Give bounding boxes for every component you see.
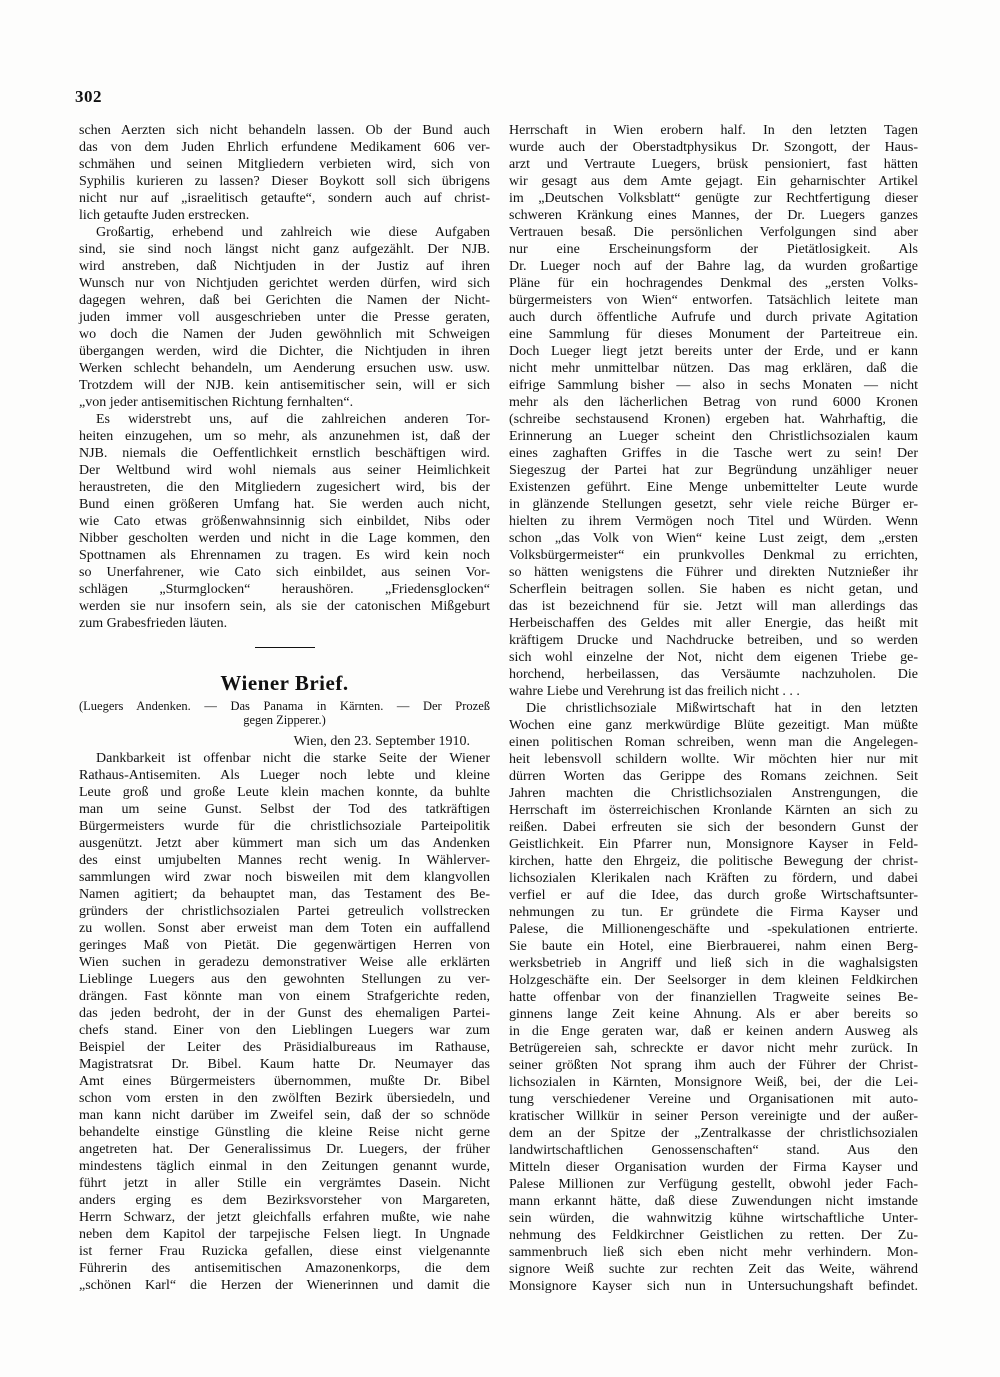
text-line: Sie baute ein Hotel, eine Bierbrauerei, nahm einen Berg- [509,939,918,954]
text-line: schlägen „Sturmglocken“ heraushören. „Friedensglocken“ [79,582,490,597]
text-line: Palese, die Millionengeschäfte und -spekulationen entrierte. [509,922,918,937]
text-line: Vertrauen besaß. Die persönlichen Verfolgungen sind aber [509,225,918,240]
text-line: Betrügereien sah, schreckte er davor nicht mehr zurück. In [509,1041,918,1056]
text-line: mann erkannt hätte, daß diese Zuwendungen nicht imstande [509,1194,918,1209]
dateline: Wien, den 23. September 1910. [293,734,470,749]
text-line: reißen. Dabei erfreuten sie sich der besondern Gunst der [509,820,918,835]
text-line: Jahren machten die Christlichsozialen Anstrengungen, die [509,786,918,801]
right-column [509,0,918,1377]
text-line: arzt und Vertraute Luegers, brüsk pensioniert, fast hätten [509,157,918,172]
text-line: Spottnamen als Ehrennamen zu tragen. Es wird kein noch [79,548,490,563]
text-line: so hätten wenigstens die Führer und direkten Nutznießer ihr [509,565,918,580]
paragraph [79,122,490,224]
text-line: kirchen, hatte den Ehrgeiz, die politische Bewegung der christ- [509,854,918,869]
text-line: Siegeszug der Partei hat zur Begründung unzähliger neuer [509,463,918,478]
text-line: seiner größten Not sprang ihm auch der Führer der Christ- [509,1058,918,1073]
text-line: Doch Lueger liegt jetzt bereits unter der Erde, und er kann [509,344,918,359]
text-line: in die Enge geraten war, daß er keinen andern Ausweg als [509,1024,918,1039]
text-line: Mitteln dieser Organisation wurden der Firma Kayser und [509,1160,918,1175]
text-line: dem an der Spitze der „Zentralkasse der christlichsozialen [509,1126,918,1141]
separator-rule [255,647,315,648]
text-line: horchend, herbeilassen, das Versäumte nachzuholen. Die [509,667,918,682]
text-line: Scherflein beitragen sollen. Sie haben es nicht getan, und [509,582,918,597]
text-line: juden immer voll ausgeschrieben unter die Presse geraten, [79,310,490,325]
text-line: Nibber gescholten werden und nicht in die Lage kommen, den [79,531,490,546]
text-line: geringes Maß von Pietät. Die gegenwärtigen Herren von [79,938,490,953]
text-line: Syphilis kurieren zu lassen? Dieser Boykott soll sich übrigens [79,174,490,189]
text-line: wird anstreben, daß Nichtjuden in der Justiz auf ihren [79,259,490,274]
text-line: bürgermeisters von Wien“ entworfen. Tatsächlich leitete man [509,293,918,308]
text-line: Namen agitiert; da behauptet man, das Testament des Be- [79,887,490,902]
text-line: Trotzdem will der NJB. kein antisemitischer sein, will er sich [79,378,490,393]
text-line: Werken schlecht behandeln, um Aenderung ersuchen usw. usw. [79,361,490,376]
text-line: Wien suchen in geradezu demonstrativer Weise alle erklärten [79,955,490,970]
text-line: sich wohl einzelne der Not, nicht dem eigenen Triebe ge- [509,650,918,665]
article-body [79,750,490,1294]
text-line: lichsozialen Klerikalen nach Kräften zu fördern, und dabei [509,871,918,886]
subtitle-line: (Luegers Andenken. — Das Panama in Kärnten. — Der Prozeß [79,699,490,713]
subtitle-line: gegen Zipperer.) [243,713,326,727]
text-line: Bund einen größeren Umfang hat. Sie werden auch nicht, [79,497,490,512]
text-line: des einst umjubelten Mannes recht wenig. In Wählerver- [79,853,490,868]
text-line: in glänzende Stellungen gesetzt, sehr viele reiche Bürger er- [509,497,918,512]
text-line: anders erging es dem Bezirksvorsteher von Margareten, [79,1193,490,1208]
text-line: nicht mehr unmittelbar nützen. Das mag erklären, daß die [509,361,918,376]
text-line: signore Weiß suchte zur rechten Zeit das Weite, während [509,1262,918,1277]
text-line: man kann nicht darüber im Zweifel sein, daß der so schnöde [79,1108,490,1123]
text-line: nehmungen zu tun. Er gründete die Firma Kayser und [509,905,918,920]
text-line: hatte offenbar von der finanziellen Tragweite seines Be- [509,990,918,1005]
paragraph [79,411,490,632]
text-line: Herrschaft im österreichischen Kronlande Kärnten an sich zu [509,803,918,818]
text-line: nicht nur auf „israelitisch getaufte“, sondern auch auf christ- [79,191,490,206]
right-column-text [509,122,918,1295]
text-line: Herrn Schwarz, der jetzt gleichfalls erfahren mußte, wie nahe [79,1210,490,1225]
text-line: NJB. niemals die Oeffentlichkeit ernstlich beschäftigen wird. [79,446,490,461]
text-line: Leute groß und große Leute klein machen konnte, da buhlte [79,785,490,800]
text-line: eifrige Sammlung bisher — also in sechs Monaten — nicht [509,378,918,393]
text-line: im „Deutschen Volksblatt“ genügte zur Rechtfertigung dieser [509,191,918,206]
text-line: wir gesagt aus dem Amte gejagt. Ein geharnischter Artikel [509,174,918,189]
text-line: ausgenützt. Jetzt aber kümmert man sich um das Andenken [79,836,490,851]
text-line: drängen. Fast könnte man von einem Strafgerichte reden, [79,989,490,1004]
paragraph [509,122,918,700]
text-line: dagegen wehren, daß bei Gerichten die Namen der Nicht- [79,293,490,308]
text-line: Wochen eine ganz merkwürdige Blüte gezeitigt. Man müßte [509,718,918,733]
text-line: sind, sie sind noch längst nicht ganz aufgezählt. Der NJB. [79,242,490,257]
text-line: Herrschaft in Wien erobern half. In den letzten Tagen [509,123,918,138]
text-line: schweren Kränkung eines Mannes, der Dr. Luegers ganzes [509,208,918,223]
text-line: wo doch die Namen der Juden gewöhnlich mit Schweigen [79,327,490,342]
text-line: nehmung des Feldkirchner Geistlichen zu retten. Der Zu- [509,1228,918,1243]
page-number: 302 [75,87,102,106]
text-line: übergangen werden, wird die Dichter, die Nichtjuden in ihren [79,344,490,359]
text-line: schon vom ersten in den zwölften Bezirk übersiedeln, und [79,1091,490,1106]
text-line: so Unerfahrener, wie Cato sich einbildet, aus seinen Vor- [79,565,490,580]
text-line: Es widerstrebt uns, auf die zahlreichen anderen Tor- [96,412,490,427]
text-line: zum Grabesfrieden läuten. [79,616,228,631]
text-line: mehr als den lächerlichen Betrag von rund 6000 Kronen [509,395,918,410]
text-line: Erinnerung an Lueger scheint den Christlichsozialen kaum [509,429,918,444]
text-line: Beispiel der Leiter des Präsidialbureaus im Rathause, [79,1040,490,1055]
text-line: Volksbürgermeister“ ein prunkvolles Denkmal zu errichten, [509,548,918,563]
text-line: wahre Liebe und Verehrung ist das freilich nicht . . . [509,684,800,699]
text-line: Rathaus-Antisemiten. Als Lueger noch lebte und kleine [79,768,490,783]
text-line: heit lebensvoll schildern wollte. Wir möchten hier nur mit [509,752,918,767]
text-line: zu wollen. Sonst aber erweist man dem Toten ein auffallend [79,921,490,936]
text-line: heraustreten, die den Mitgliedern zugesichert wird, bis der [79,480,490,495]
text-line: Geistlichkeit. Ein Pfarrer nun, Monsignore Kayser in Feld- [509,837,918,852]
text-line: schon „das Volk von Wien“ keine Lust zeigt, dem „ersten [509,531,918,546]
text-line: (schreibe sechstausend Kronen) ergeben hat. Wahrhaftig, die [509,412,918,427]
text-line: „von jeder antisemitischen Richtung fernhalten“. [79,395,354,410]
text-line: eine Sammlung für dieses Monument der Parteitreue ein. [509,327,918,342]
text-line: mindestens täglich einmal in den Zeitungen genannt wurde, [79,1159,490,1174]
text-line: angetreten hat. Der Generalissimus Dr. Luegers, der früher [79,1142,490,1157]
text-line: wie Cato etwas größenwahnsinnig sich einbildet, Nibs oder [79,514,490,529]
text-line: Existenzen geführt. Eine Menge unbemittelter Leute wurde [509,480,918,495]
text-line: Bürgermeisters wurde für die christlichsoziale Parteipolitik [79,819,490,834]
text-line: Palese Millionen zur Verfügung gestellt, obwohl jeder Fach- [509,1177,918,1192]
text-line: werden sie nur insofern sein, als sie der catonischen Mißgeburt [79,599,490,614]
text-line: heiten einzugehen, um so mehr, als anzunehmen ist, daß der [79,429,490,444]
text-line: das von dem Juden Ehrlich erfundene Medikament 606 ver- [79,140,490,155]
text-line: das jeden bedroht, der in der Gunst des ehemaligen Partei- [79,1006,490,1021]
text-line: Pläne für ein hochragendes Denkmal des „ersten Volks- [509,276,918,291]
text-line: Dr. Lueger noch auf der Bahre lag, da wurden großartige [509,259,918,274]
article-subtitle [79,699,490,727]
text-line: Der Weltbund wird wohl niemals aus seiner Heimlichkeit [79,463,490,478]
text-line: führt jetzt in aller Stille ein vergrämtes Dasein. Nicht [79,1176,490,1191]
text-line: sein würden, die wahnwitzig kühne wirtschaftliche Unter- [509,1211,918,1226]
text-line: nur eine Erscheinungsform der Pietätlosigkeit. Als [509,242,918,257]
text-line: Führerin des antisemitischen Amazonenkorps, die dem [79,1261,490,1276]
text-line: behandelte einstige Günstling die kleine Reise nicht gerne [79,1125,490,1140]
paragraph [79,224,490,411]
text-line: Dankbarkeit ist offenbar nicht die starke Seite der Wiener [96,751,490,766]
article-title: Wiener Brief. [220,671,349,695]
text-line: Großartig, erhebend und zahlreich wie diese Aufgaben [96,225,490,240]
text-line: kratischer Willkür in seiner Person vereinigte und der außer- [509,1109,918,1124]
text-line: ist ferner Frau Ruzicka gefallen, diese einst vielgenannte [79,1244,490,1259]
text-line: Monsignore Kayser sich nun in Untersuchungshaft befindet. [509,1279,918,1294]
text-line: einen politischen Roman schreiben, wenn man die Angelegen- [509,735,918,750]
text-line: schmähen und seinen Mitgliedern verbieten wird, sich von [79,157,490,172]
text-line: hielten zu ihrem Vermögen noch Titel und Würden. Wenn [509,514,918,529]
text-line: wurde auch der Oberstadtphysikus Dr. Szongott, der Haus- [509,140,918,155]
text-line: Amt eines Bürgermeisters übernommen, mußte Dr. Bibel [79,1074,490,1089]
paragraph [509,700,918,1295]
text-line: gründers der christlichsozialen Partei getreulich vollstrecken [79,904,490,919]
text-line: lich getaufte Juden erstrecken. [79,208,250,223]
text-line: schen Aerzten sich nicht behandeln lassen. Ob der Bund auch [79,123,490,138]
text-line: neben dem Kapitol der tarpejische Felsen liegt. In Ungnade [79,1227,490,1242]
text-line: „schönen Karl“ die Herzen der Wienerinnen und damit die [79,1278,490,1293]
text-line: Holzgeschäfte ein. Der Seelsorger in dem kleinen Feldkirchen [509,973,918,988]
text-line: man um seine Gunst. Selbst der Tod des tatkräftigen [79,802,490,817]
left-column-text [79,122,490,632]
text-line: sammenbruch ließ sich eben nicht mehr verhindern. Mon- [509,1245,918,1260]
left-column [79,0,490,1377]
text-line: Magistratsrat Dr. Bibel. Kaum hatte Dr. Neumayer das [79,1057,490,1072]
text-line: ginnens lange Zeit keine Ahnung. Als er aber bereits so [509,1007,918,1022]
text-line: kräftigem Drucke und Nachdrucke betreiben, und so werden [509,633,918,648]
text-line: Wunsch nur von Nichtjuden gerichtet werden dürfen, wird sich [79,276,490,291]
text-line: eines zaghaften Griffes in die Tasche wert zu sein! Der [509,446,918,461]
text-line: lichsozialen in Kärnten, Monsignore Weiß, bei, der die Lei- [509,1075,918,1090]
text-line: Die christlichsoziale Mißwirtschaft hat in den letzten [526,701,918,716]
text-line: Lieblinge Luegers aus den gewohnten Stellungen zu ver- [79,972,490,987]
text-line: werksbetrieb in Angriff und ließ sich in die waghalsigsten [509,956,918,971]
text-line: tung verschiedener Vereine und Organisationen mit auto- [509,1092,918,1107]
text-line: das ist bezeichnend für sie. Jetzt will man allerdings das [509,599,918,614]
text-line: Herbeischaffen des Geldes mit aller Energie, das heißt mit [509,616,918,631]
text-line: chefs stand. Einer von den Lieblingen Luegers war zum [79,1023,490,1038]
text-line: verfiel er auf die Idee, das durch große Wirtschaftsunter- [509,888,918,903]
text-line: dürren Worten das Gerippe des Romans zeichnen. Seit [509,769,918,784]
text-line: auch durch öffentliche Aufrufe und durch private Agitation [509,310,918,325]
text-line: sammlungen wird zwar noch bisweilen mit dem klangvollen [79,870,490,885]
paragraph [79,750,490,1294]
text-line: landwirtschaftlichen Genossenschaften“ stand. Aus den [509,1143,918,1158]
